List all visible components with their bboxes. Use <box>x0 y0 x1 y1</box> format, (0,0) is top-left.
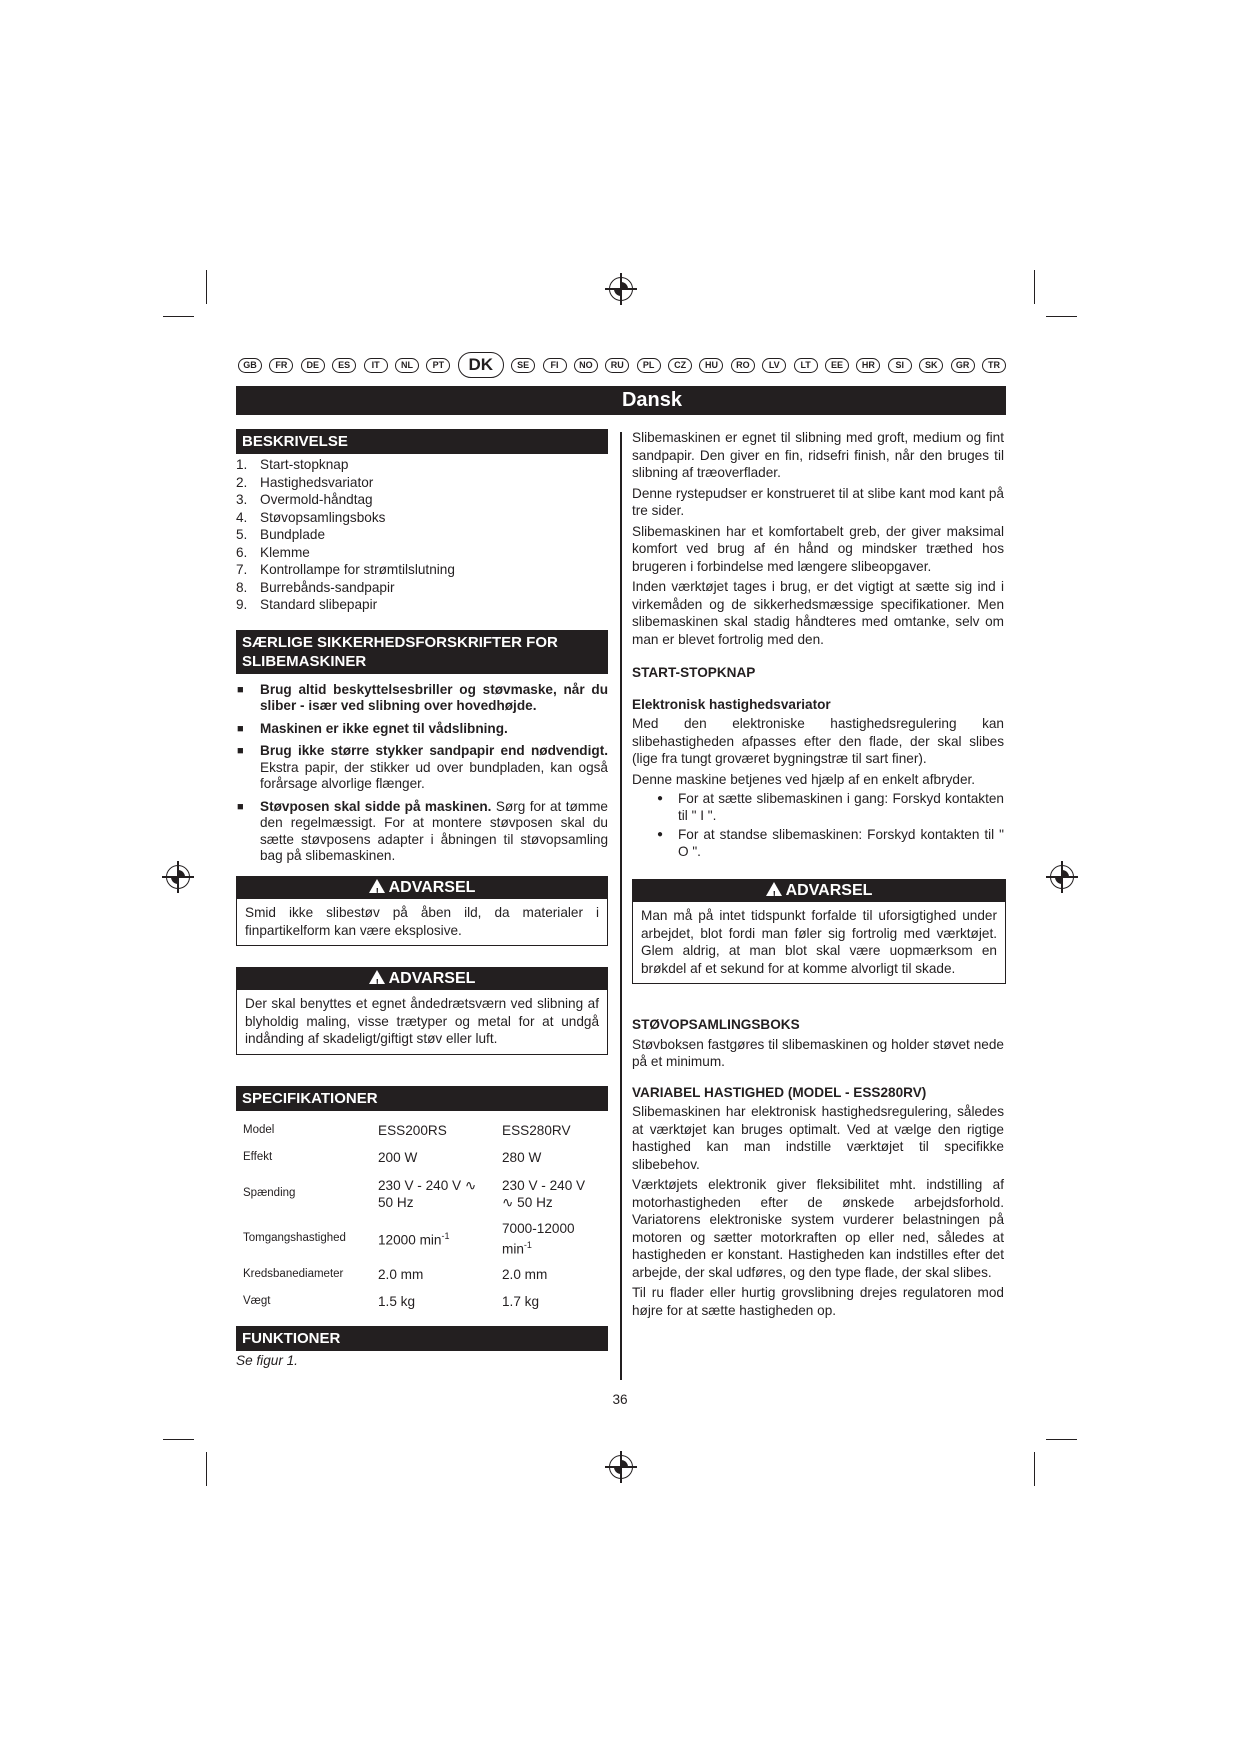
list-item: 2. Hastighedsvariator <box>236 474 374 490</box>
language-sk: SK <box>919 358 943 373</box>
list-item: ● For at standse slibemaskinen: Forskyd kontakten til " O ". <box>632 827 1004 860</box>
list-item: ■ Maskinen er ikke egnet til vådslibning. <box>236 721 608 738</box>
language-fi: FI <box>543 358 567 373</box>
heading-start-stop: START-STOPKNAP <box>632 665 756 680</box>
language-fr: FR <box>269 358 293 373</box>
language-ru: RU <box>605 358 629 373</box>
language-gr: GR <box>951 358 975 373</box>
language-hu: HU <box>699 358 723 373</box>
crop-mark <box>206 1452 207 1486</box>
language-ee: EE <box>825 358 849 373</box>
table-row: Vægt 1.5 kg 1.7 kg <box>243 1293 540 1309</box>
language-de: DE <box>301 358 325 373</box>
language-lt: LT <box>794 358 818 373</box>
registration-mark-icon <box>609 277 633 301</box>
table-row: Model ESS200RS ESS280RV <box>243 1122 571 1138</box>
registration-mark-icon <box>1050 865 1074 889</box>
crop-mark <box>1046 1439 1077 1440</box>
warning-icon: ! <box>369 879 385 893</box>
language-hr: HR <box>856 358 880 373</box>
left-column <box>236 429 608 871</box>
warning-icon: ! <box>766 882 782 896</box>
right-column: Slibemaskinen er egnet til slibning med groft, medium og fint sandpapir. Den giver en fin, ridsefri finish, når den bruges til slibning af træoverflader. Denne rystepudser er konstrueret til at slibe kant mod kant på tre sider. Slibemaskinen har et komfortabelt greb, der giver maksimal komfort ved brug af én hånd og mindsker træthed hos brugeren i forbindelse med længere slibeopgaver. Inden værktøjet tages i brug, er det vigtigt at sætte sig ind i virkemåden og de sikkerhedsmæssige specifikationer. Men slibemaskinen skal stadig håndteres med omtanke, selv om man er blevet fortrolig med den. START-STOPKNAP Elektronisk hastighedsvariator Med den elektroniske hastighedsregulering kan slibehastigheden afpasses efter den flade, der skal slibes (lige fra tungt groværet bygningstræ til sart finer). Denne maskine betjenes ved hjælp af en enkelt afbryder. ● For at sætte slibemaskinen i gang: Forskyd kontakten til " I ". ● For at standse slibemaskinen: Forskyd kontakten til " O ". <box>632 429 1004 863</box>
warning-box: ! ADVARSEL Smid ikke slibestøv på åben ild, da materialer i finpartikelform kan være eksplosive. <box>236 876 608 946</box>
registration-mark-icon <box>609 1455 633 1479</box>
page-number: 36 <box>612 1392 628 1407</box>
heading-speed-variator: Elektronisk hastighedsvariator <box>632 696 831 712</box>
list-item: 8. Burrebånds-sandpapir <box>236 579 395 595</box>
language-pt: PT <box>426 358 450 373</box>
specifications <box>236 1086 608 1315</box>
switch-instructions <box>632 791 1004 860</box>
right-column-lower: STØVOPSAMLINGSBOKS Støvboksen fastgøres til slibemaskinen og holder støvet nede på et minimum. VARIABEL HASTIGHED (MODEL - ESS280RV) Slibemaskinen har elektronisk hastighedsregulering, således at værktøjet kan bruges optimalt. Ved at vælge den rigtige hastighed kan man indstille værktøjet til specifikke slibebehov. Værktøjets elektronik giver fleksibilitet mht. indstilling af motorhastigheden efter de ønskede arbejdsforhold. Variatorens elektroniske system vurderer belastningen på motoren og sætter motorkraften op eller ned, således at hastigheden er konstant. Hastigheden kan indstilles efter det arbejde, der skal udføres, og den type flade, der skal slibes. Til ru flader eller hurtig grovslibning drejes regulatoren mod højre for at sætte hastigheden op. <box>632 1017 1004 1318</box>
language-se: SE <box>511 358 535 373</box>
list-item: 4. Støvopsamlingsboks <box>236 509 386 525</box>
list-item: ■ Brug ikke større stykker sandpapir end nødvendigt. Ekstra papir, der stikker ud over bundpladen, kan også forårsage alvorlige flænger. <box>236 743 608 793</box>
list-item: 9. Standard slibepapir <box>236 597 378 612</box>
warning-icon: ! <box>369 970 385 984</box>
heading-variable-speed: VARIABEL HASTIGHED (MODEL - ESS280RV) <box>632 1084 927 1100</box>
list-item: ■ Brug altid beskyttelsesbriller og støvmaske, når du sliber - især ved slibning over hovedhøjde. <box>236 682 608 715</box>
list-item: ● For at sætte slibemaskinen i gang: Forskyd kontakten til " I ". <box>632 791 1004 824</box>
crop-mark <box>1046 316 1077 317</box>
crop-mark <box>163 1439 194 1440</box>
table-row: Kredsbanediameter 2.0 mm 2.0 mm <box>243 1266 548 1282</box>
table-row: Tomgangshastighed 12000 $\min^{-1}$ 7000-12000 $\min^{-1}$ <box>243 1220 575 1257</box>
warning-box: ! ADVARSEL Der skal benyttes et egnet åndedrætsværn ved slibning af blyholdig maling, visse trætyper og metal for at undgå indånding af skadeligt/giftigt støv eller luft. <box>236 967 608 1055</box>
warning-box: ! ADVARSEL Man må på intet tidspunkt forfalde til uforsigtighed under arbejdet, blot fordi man føler sig fortrolig med værktøjet. Glem aldrig, at man blot skal være uopmærksom en brøkdel af et sekund for at komme alvorligt til skade. <box>632 879 1006 984</box>
list-item: ■ Støvposen skal sidde på maskinen. Sørg for at tømme den regelmæssigt. For at montere støvposen skal du sætte støvposens adapter i åbningen til støvopsamling bag på slibemaskinen. <box>236 799 608 865</box>
language-nl: NL <box>395 358 419 373</box>
section-heading-spec: SPECIFIKATIONER <box>236 1086 608 1111</box>
crop-mark <box>163 316 194 317</box>
language-es: ES <box>332 358 356 373</box>
heading-dust-box: STØVOPSAMLINGSBOKS <box>632 1017 800 1032</box>
list-item: 6. Klemme <box>236 544 310 560</box>
language-bar <box>238 353 1006 377</box>
language-ro: RO <box>731 358 755 373</box>
list-item: 7. Kontrollampe for strømtilslutning <box>236 562 455 577</box>
description-list <box>236 456 608 614</box>
table-row: Spænding 230 V - 240 V ∿ 50 Hz 230 V - 240 V ∿ 50 Hz <box>243 1177 586 1210</box>
language-it: IT <box>364 358 388 373</box>
section-heading-beskrivelse: BESKRIVELSE <box>236 429 608 454</box>
list-item: 1. Start-stopknap <box>236 457 349 472</box>
funktioner-section: FUNKTIONER Se figur 1. <box>236 1326 608 1370</box>
page-title: Dansk <box>236 386 1006 415</box>
language-gb: GB <box>238 358 262 373</box>
registration-mark-icon <box>166 865 190 889</box>
language-no: NO <box>574 358 598 373</box>
language-tr: TR <box>982 358 1006 373</box>
crop-mark <box>1034 270 1035 304</box>
section-heading-safety: SÆRLIGE SIKKERHEDSFORSKRIFTER FOR SLIBEMASKINER <box>236 630 608 674</box>
table-row: Effekt 200 W 280 W <box>243 1149 542 1165</box>
language-cz: CZ <box>668 358 692 373</box>
language-pl: PL <box>637 358 661 373</box>
section-heading-funktioner: FUNKTIONER <box>236 1326 608 1351</box>
language-dk: DK <box>458 352 504 378</box>
ac-symbol-icon: ∿ <box>502 1195 514 1210</box>
language-lv: LV <box>762 358 786 373</box>
list-item: 5. Bundplade <box>236 527 326 542</box>
column-divider <box>620 432 622 1380</box>
ac-symbol-icon: ∿ <box>464 1177 477 1193</box>
list-item: 3. Overmold-håndtag <box>236 492 373 507</box>
crop-mark <box>206 270 207 304</box>
crop-mark <box>1034 1452 1035 1486</box>
spec-table <box>236 1117 608 1315</box>
language-si: SI <box>888 358 912 373</box>
safety-rules <box>236 682 608 865</box>
